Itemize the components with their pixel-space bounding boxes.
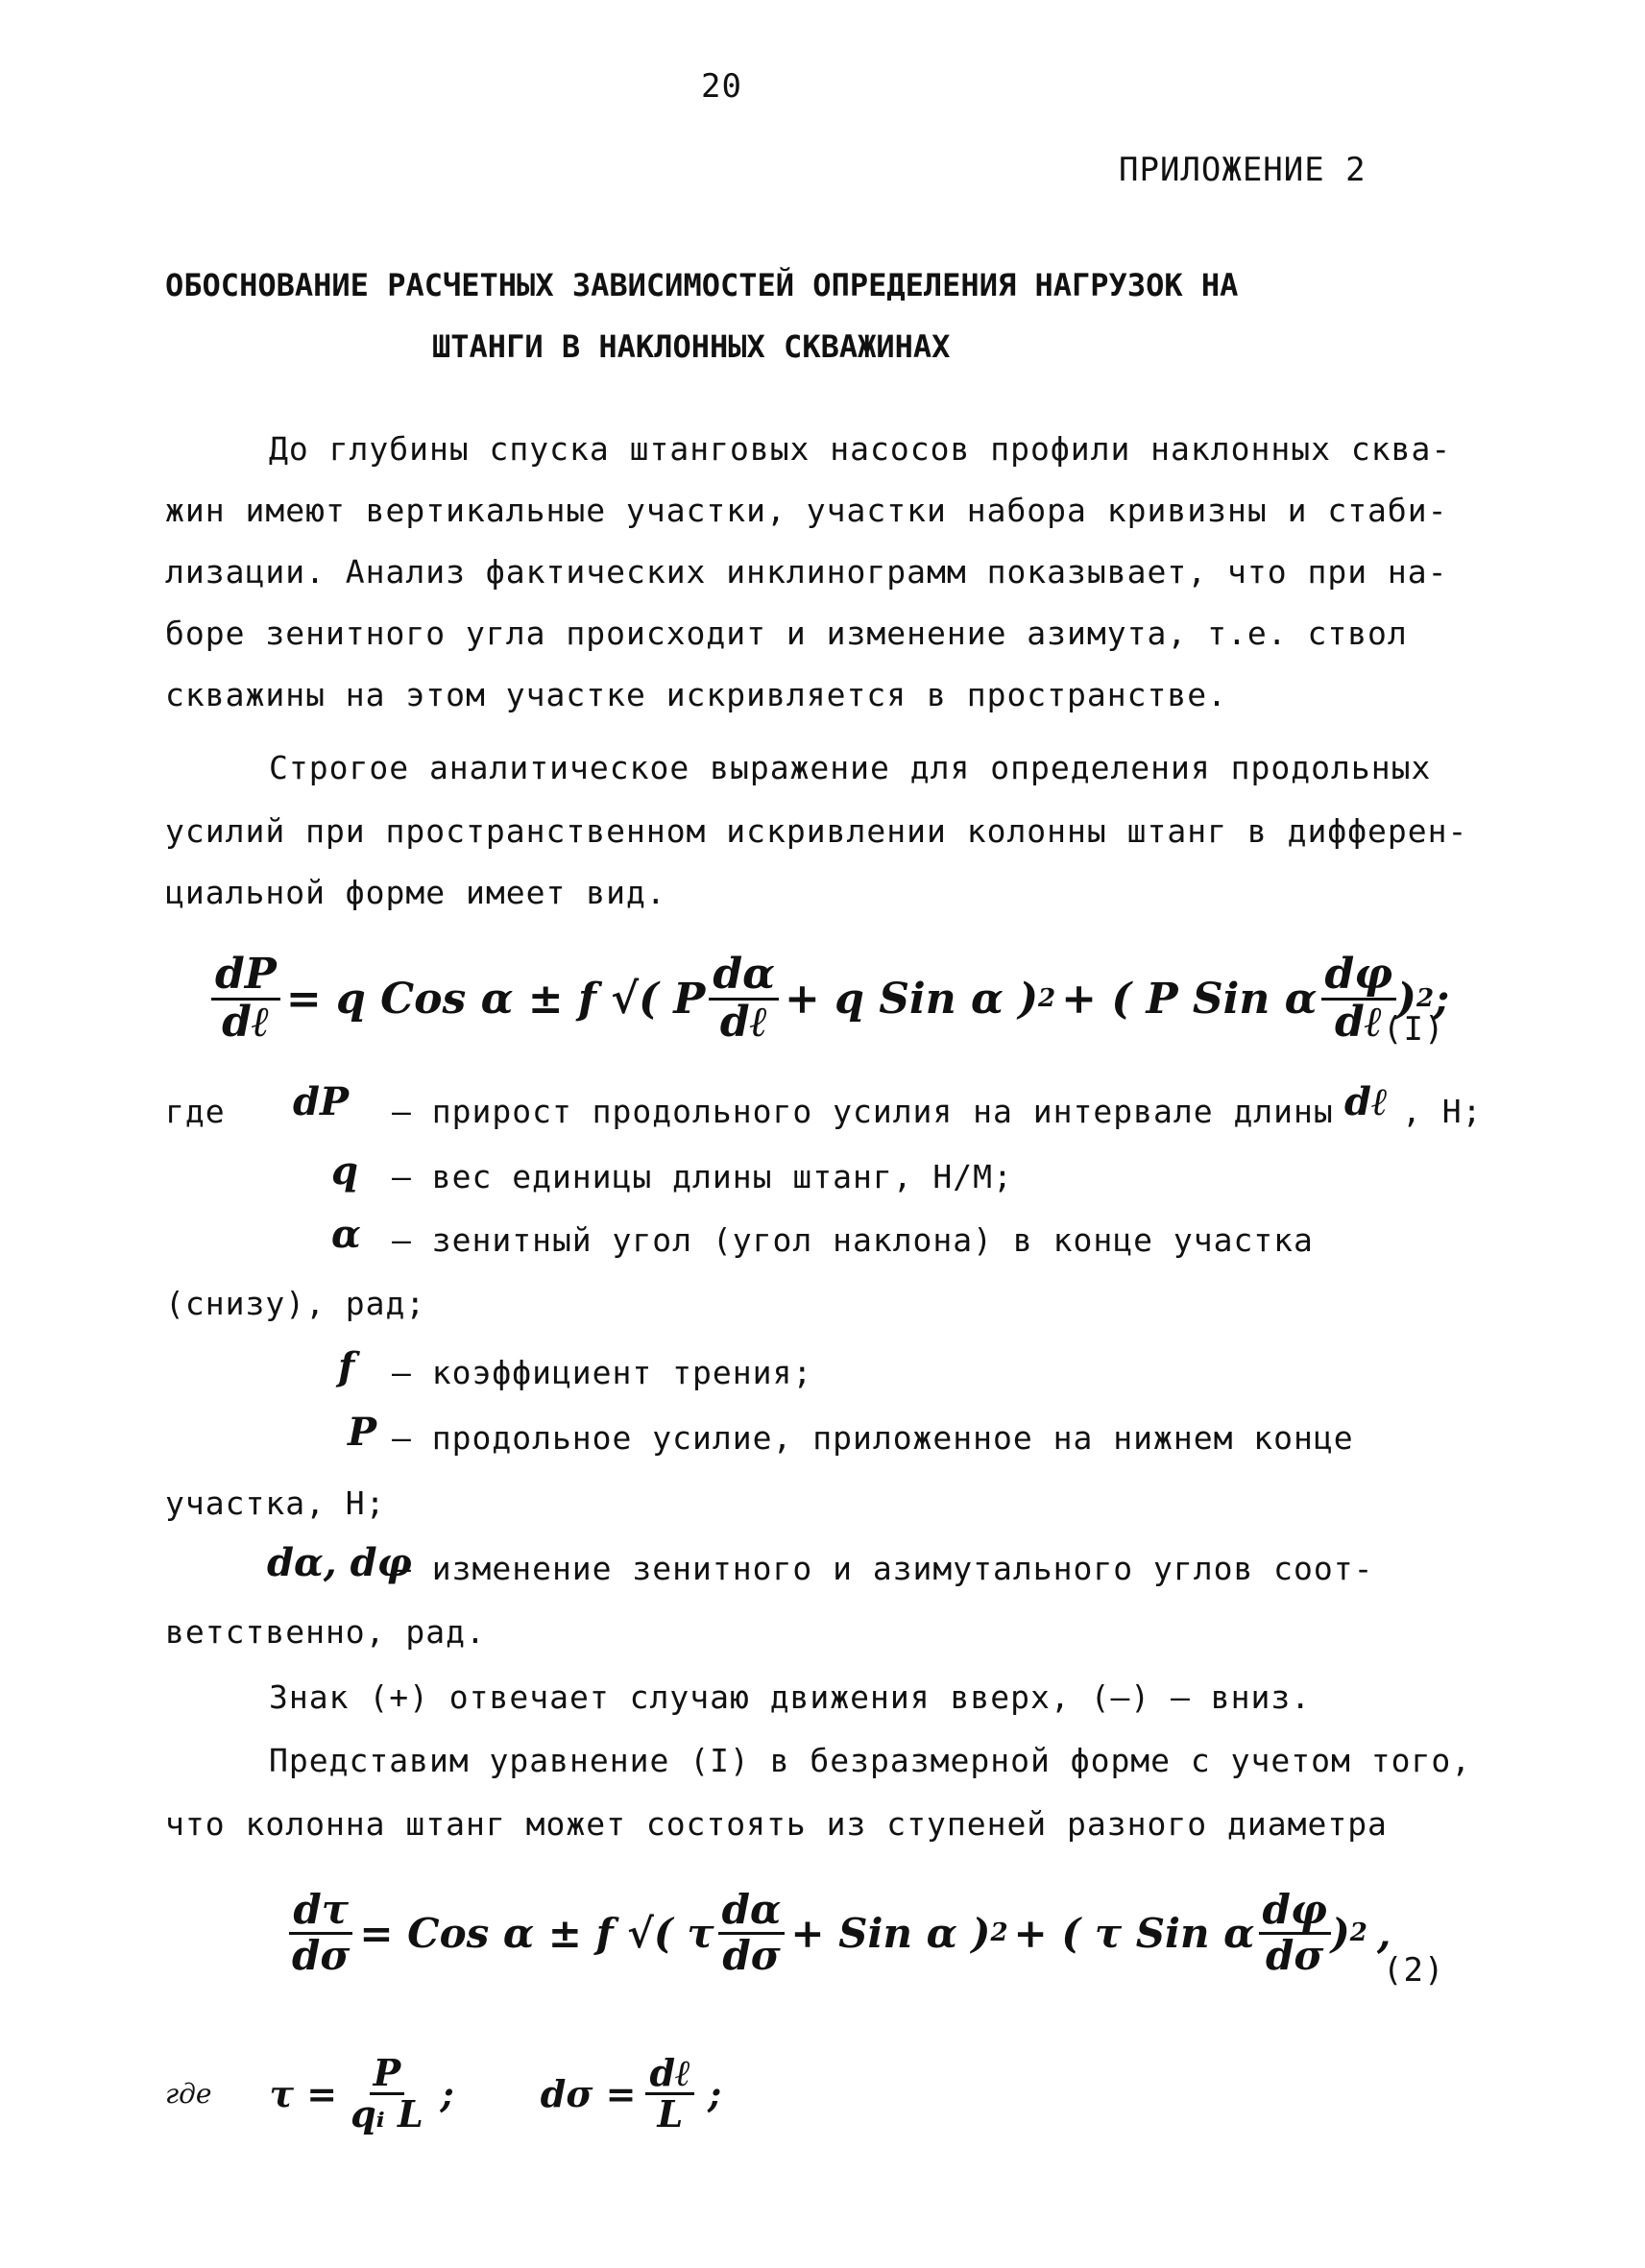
formula-1-frac-1: $\frac{d\alpha}{\text{dℓ}}$ bbox=[709, 953, 779, 1044]
definition-dalpha-dphi: – изменение зенитного и азимутального углов соот- bbox=[392, 1550, 1374, 1587]
symbol-dl: dℓ bbox=[1344, 1079, 1389, 1124]
sign-note: Знак (+) отвечает случаю движения вверх, (–) – вниз. bbox=[269, 1678, 1312, 1716]
formula-3-sep-1: ; bbox=[440, 2071, 454, 2115]
formula-2-part-1: = Cos α ± f √( τ bbox=[359, 1909, 714, 1957]
definition-P: – продольное усилие, приложенное на нижнем конце bbox=[392, 1419, 1354, 1457]
formula-1-part-3: + ( P Sin α bbox=[1061, 974, 1318, 1024]
formula-2-frac-1: $\frac{d\alpha}{d\sigma}$ bbox=[718, 1889, 786, 1976]
definition-dP: – прирост продольного усилия на интервале длины bbox=[392, 1093, 1334, 1130]
para2-line-1: Строгое аналитическое выражение для определения продольных bbox=[269, 749, 1432, 786]
formula-3-dsigma: dσ = bbox=[540, 2071, 637, 2115]
definition-dP-unit: , Н; bbox=[1402, 1093, 1483, 1130]
symbol-alpha: α bbox=[331, 1212, 361, 1257]
formula-3-sep-2: ; bbox=[708, 2071, 722, 2115]
formula-3-tau: τ = bbox=[269, 2071, 338, 2115]
para1-line-5: скважины на этом участке искривляется в пространстве. bbox=[165, 676, 1227, 713]
para2-line-3: циальной форме имеет вид. bbox=[165, 874, 666, 911]
formula-1 bbox=[211, 946, 1449, 1051]
formula-1-number: (I) bbox=[1383, 1010, 1445, 1049]
definition-P-cont: участка, Н; bbox=[165, 1484, 386, 1522]
formula-1-lhs: $\frac{dP}{\text{dℓ}}$ bbox=[211, 953, 280, 1044]
symbol-P: P bbox=[348, 1410, 377, 1455]
appendix-label: ПРИЛОЖЕНИЕ 2 bbox=[1119, 151, 1367, 189]
para1-line-2: жин имеют вертикальные участки, участки набора кривизны и стаби- bbox=[165, 492, 1448, 529]
definition-q: – вес единицы длины штанг, Н/М; bbox=[392, 1158, 1013, 1195]
title-line-2: ШТАНГИ В НАКЛОННЫХ СКВАЖИНАХ bbox=[432, 328, 951, 365]
definition-alpha-cont: (снизу), рад; bbox=[165, 1285, 426, 1322]
formula-1-part-2: + q Sin α ) bbox=[784, 974, 1039, 1024]
formula-2-lhs: $\frac{d\tau}{d\sigma}$ bbox=[288, 1889, 353, 1976]
symbol-dalpha-dphi: dα, dφ bbox=[267, 1540, 412, 1585]
definition-alpha: – зенитный угол (угол наклона) в конце участка bbox=[392, 1221, 1314, 1259]
para1-line-4: боре зенитного угла происходит и изменение азимута, т.е. ствол bbox=[165, 615, 1408, 652]
para1-line-3: лизации. Анализ фактических инклинограмм показывает, что при на- bbox=[165, 553, 1448, 591]
formula-1-square-1: 2 bbox=[1038, 984, 1056, 1013]
formula-2-square-1: 2 bbox=[990, 1918, 1008, 1947]
formula-3 bbox=[165, 2036, 721, 2151]
definition-f: – коэффициент трения; bbox=[392, 1354, 813, 1391]
formula-1-end: ; bbox=[1434, 974, 1450, 1024]
formula-1-frac-2: $\frac{d\varphi}{\text{dℓ}}$ bbox=[1321, 953, 1397, 1044]
formula-2-part-2: + Sin α ) bbox=[790, 1909, 991, 1957]
formula-3-dsigma-frac: $\frac{\text{dℓ}}{L}$ bbox=[645, 2054, 694, 2134]
definition-dalpha-dphi-cont: ветственно, рад. bbox=[165, 1613, 486, 1651]
para3-line-2: что колонна штанг может состоять из ступеней разного диаметра bbox=[165, 1805, 1388, 1843]
para2-line-2: усилий при пространственном искривлении колонны штанг в дифферен- bbox=[165, 812, 1468, 850]
title-line-1: ОБОСНОВАНИЕ РАСЧЕТНЫХ ЗАВИСИМОСТЕЙ ОПРЕДЕЛЕНИЯ НАГРУЗОК НА bbox=[165, 267, 1239, 303]
para1-line-1: До глубины спуска штанговых насосов профили наклонных сква- bbox=[269, 430, 1452, 468]
formula-2-square-2: 2 bbox=[1349, 1918, 1367, 1947]
formula-3-tau-frac: $\frac{P}{\text{qᵢ L}}$ bbox=[351, 2050, 423, 2135]
formula-2-end: , bbox=[1376, 1909, 1391, 1957]
symbol-q: q bbox=[331, 1148, 358, 1194]
page-number: 20 bbox=[701, 67, 742, 106]
formula-2-frac-2: $\frac{d\varphi}{d\sigma}$ bbox=[1259, 1889, 1331, 1976]
formula-2 bbox=[288, 1880, 1391, 1986]
formula-2-number: (2) bbox=[1383, 1951, 1445, 1990]
para3-line-1: Представим уравнение (I) в безразмерной форме с учетом того, bbox=[269, 1742, 1472, 1779]
formula-1-part-4: ) bbox=[1396, 974, 1416, 1024]
symbol-f: f bbox=[338, 1344, 355, 1389]
formula-1-square-2: 2 bbox=[1415, 984, 1435, 1013]
formula-2-part-4: ) bbox=[1330, 1909, 1350, 1957]
symbol-dP: dP bbox=[293, 1079, 350, 1124]
formula-2-part-3: + ( τ Sin α bbox=[1013, 1909, 1255, 1957]
formula-3-where: где bbox=[165, 2077, 212, 2110]
definitions-where: где bbox=[165, 1093, 226, 1130]
formula-1-part-1: = q Cos α ± f √( P bbox=[285, 974, 706, 1024]
